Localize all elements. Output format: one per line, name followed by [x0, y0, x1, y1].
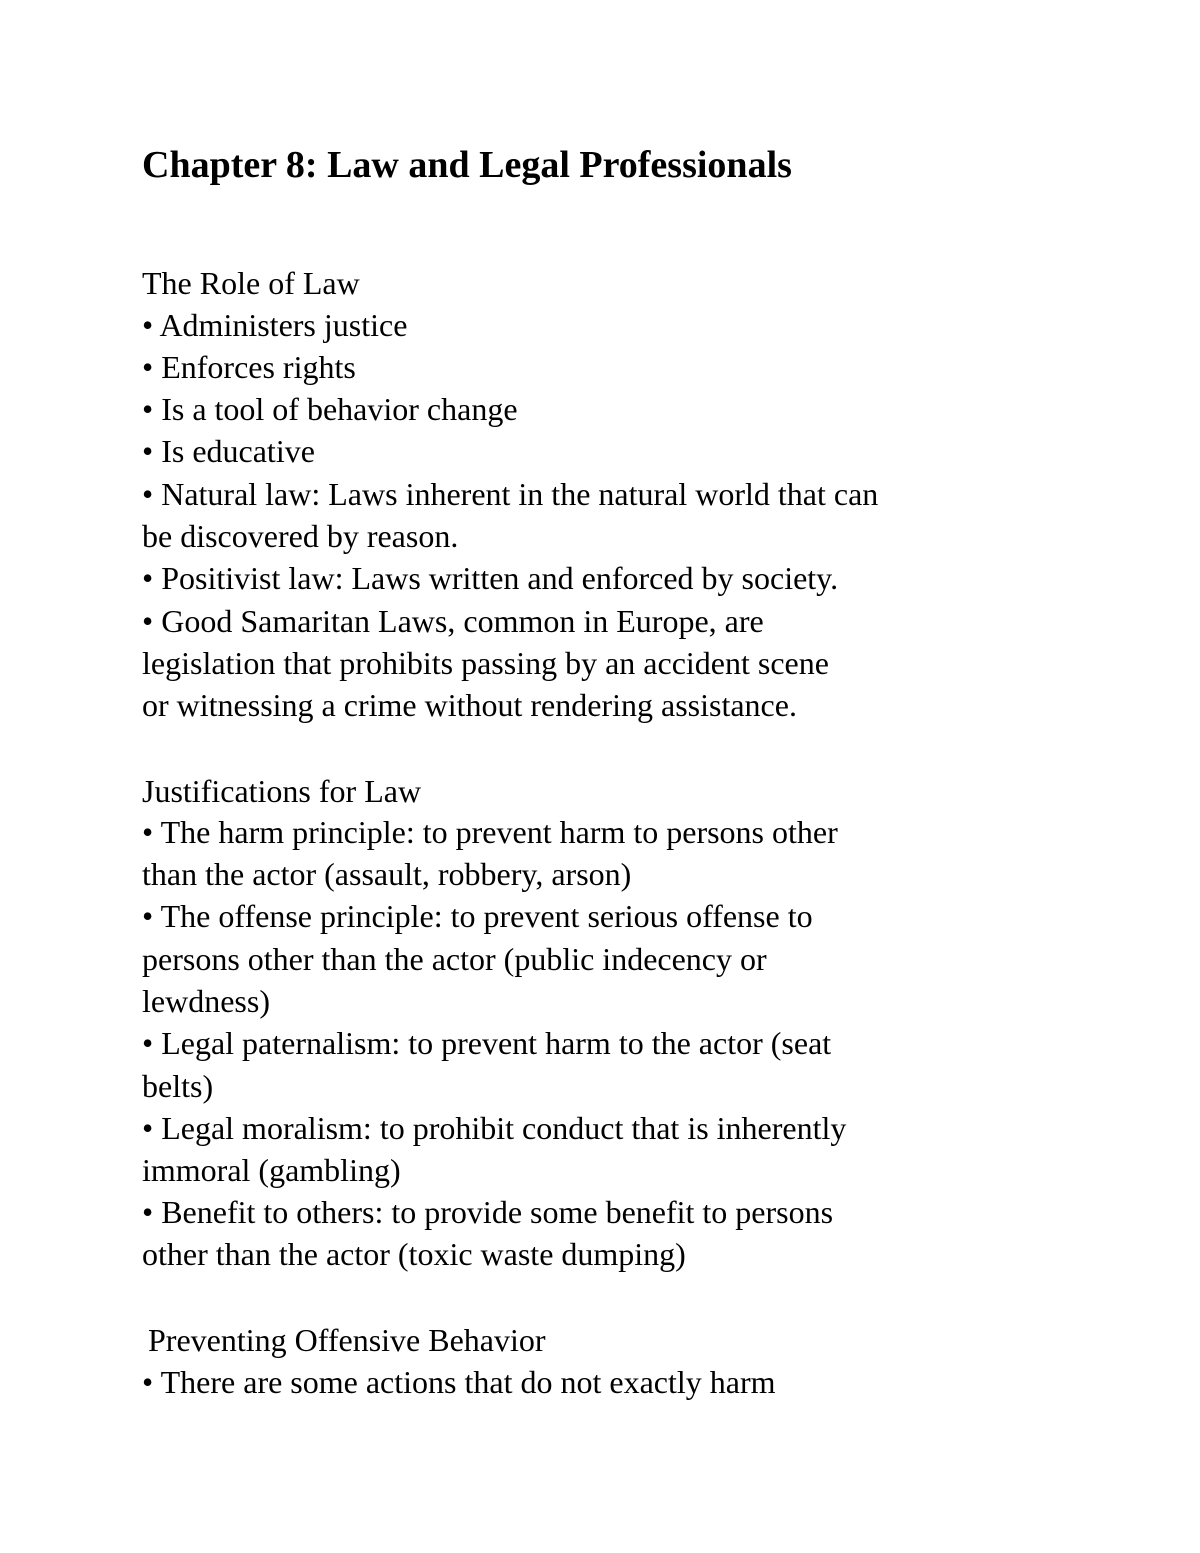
bullet-line-continuation: legislation that prohibits passing by an accident scene: [142, 645, 829, 681]
bullet-line: • The offense principle: to prevent serious offense to: [142, 898, 813, 934]
bullet-line: • The harm principle: to prevent harm to persons other: [142, 814, 838, 850]
bullet-line-continuation: immoral (gambling): [142, 1152, 401, 1188]
section-heading-role-of-law: The Role of Law: [142, 265, 360, 301]
bullet-line-continuation: be discovered by reason.: [142, 518, 459, 554]
bullet-line-continuation: belts): [142, 1068, 214, 1104]
bullet-line-continuation: lewdness): [142, 983, 270, 1019]
bullet-line-continuation: other than the actor (toxic waste dumping): [142, 1236, 686, 1272]
section-heading-preventing-offensive: Preventing Offensive Behavior: [148, 1322, 546, 1358]
bullet-line: • There are some actions that do not exactly harm: [142, 1364, 776, 1400]
bullet-line: • Is a tool of behavior change: [142, 391, 518, 427]
bullet-line: • Natural law: Laws inherent in the natural world that can: [142, 476, 879, 512]
bullet-line: • Positivist law: Laws written and enforced by society.: [142, 560, 839, 596]
bullet-line: • Legal paternalism: to prevent harm to the actor (seat: [142, 1025, 832, 1061]
bullet-line-continuation: or witnessing a crime without rendering assistance.: [142, 687, 797, 723]
section-heading-justifications: Justifications for Law: [142, 773, 422, 809]
chapter-title: Chapter 8: Law and Legal Professionals: [142, 144, 792, 186]
bullet-line: • Enforces rights: [142, 349, 356, 385]
bullet-line: • Legal moralism: to prohibit conduct that is inherently: [142, 1110, 847, 1146]
bullet-line: • Administers justice: [142, 307, 408, 343]
bullet-line: • Is educative: [142, 433, 315, 469]
bullet-line: • Benefit to others: to provide some benefit to persons: [142, 1194, 834, 1230]
bullet-line-continuation: persons other than the actor (public indecency or: [142, 941, 767, 977]
bullet-line: • Good Samaritan Laws, common in Europe, are: [142, 603, 764, 639]
bullet-line-continuation: than the actor (assault, robbery, arson): [142, 856, 632, 892]
